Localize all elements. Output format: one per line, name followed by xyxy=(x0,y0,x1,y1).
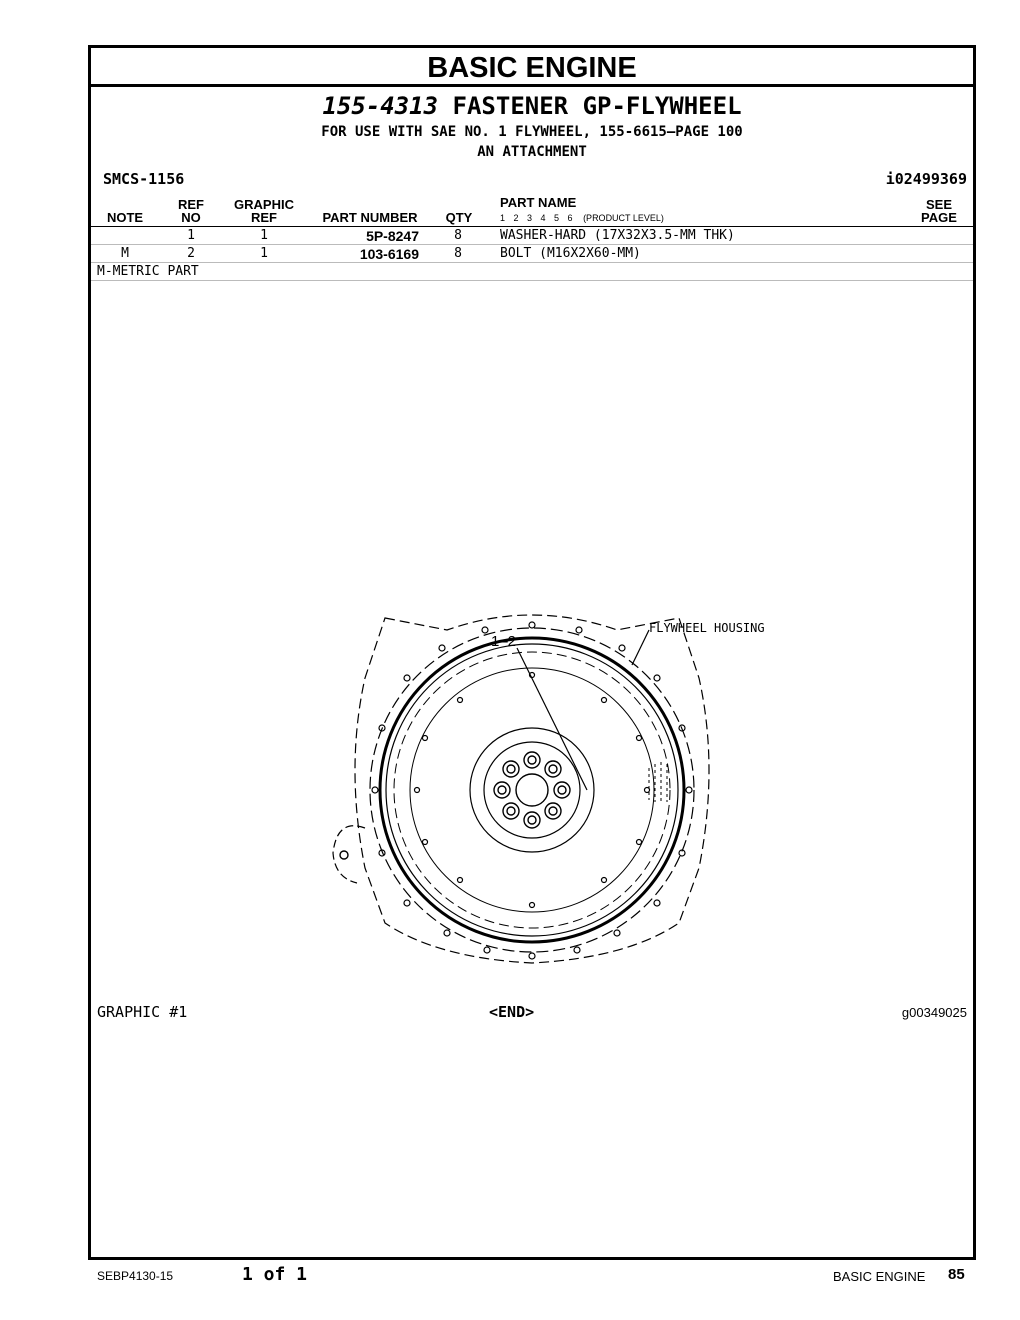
row-part-name: BOLT (M16X2X60-MM) xyxy=(500,246,641,261)
col-see-page-bottom: PAGE xyxy=(921,210,957,225)
group-name: FASTENER GP-FLYWHEEL xyxy=(452,92,742,120)
product-level-label: (PRODUCT LEVEL) xyxy=(583,213,664,223)
col-graphic-ref-top: GRAPHIC xyxy=(234,197,294,212)
row-graphic-ref: 1 xyxy=(260,246,268,261)
col-ref-no-bottom: NO xyxy=(181,210,201,225)
footer-section: BASIC ENGINE xyxy=(833,1269,926,1284)
product-levels xyxy=(500,213,664,223)
usage-line-1: FOR USE WITH SAE NO. 1 FLYWHEEL, 155-6615—PAGE 100 xyxy=(321,124,743,140)
row-part-number: 5P-8247 xyxy=(366,228,419,244)
col-see-page-top: SEE xyxy=(925,197,952,212)
footer-document-number: SEBP4130-15 xyxy=(97,1269,174,1283)
row-qty: 8 xyxy=(454,246,462,261)
row-graphic-ref: 1 xyxy=(260,228,268,243)
col-graphic-ref-bottom: REF xyxy=(251,210,277,225)
row-ref-no: 1 xyxy=(187,228,195,243)
graphic-label: GRAPHIC #1 xyxy=(97,1003,188,1021)
section-title: BASIC ENGINE xyxy=(91,48,973,87)
page-frame xyxy=(88,45,976,1260)
document-identifier: i02499369 xyxy=(885,170,967,188)
col-part-number: PART NUMBER xyxy=(322,210,418,225)
metric-legend: M-METRIC PART xyxy=(97,264,199,279)
callout-ref: 1–2 xyxy=(491,633,517,650)
row-part-number: 103-6169 xyxy=(359,246,419,262)
callout-housing: FLYWHEEL HOUSING xyxy=(649,621,765,635)
footer-page-number: 85 xyxy=(948,1266,965,1283)
row-divider xyxy=(91,244,973,245)
table-bottom-rule xyxy=(91,280,973,281)
col-ref-no-top: REF xyxy=(178,197,204,212)
product-level-numbers: 1 2 3 4 5 6 xyxy=(500,213,573,223)
header-rule xyxy=(91,226,973,227)
col-part-name: PART NAME xyxy=(500,195,577,210)
group-part-number: 155-4313 xyxy=(322,92,439,120)
row-ref-no: 2 xyxy=(187,246,195,261)
col-note: NOTE xyxy=(106,210,144,225)
row-part-name: WASHER-HARD (17X32X3.5-MM THK) xyxy=(500,228,735,243)
row-note: M xyxy=(121,246,129,261)
row-divider xyxy=(91,262,973,263)
usage-line-2: AN ATTACHMENT xyxy=(477,144,587,160)
col-qty: QTY xyxy=(445,210,473,225)
footer-page-of: 1 of 1 xyxy=(242,1264,308,1285)
graphic-id: g00349025 xyxy=(901,1005,967,1020)
smcs-code: SMCS-1156 xyxy=(103,170,185,188)
end-label: <END> xyxy=(489,1003,535,1021)
flywheel-drawing xyxy=(327,578,765,988)
row-qty: 8 xyxy=(454,228,462,243)
group-title xyxy=(91,92,973,120)
